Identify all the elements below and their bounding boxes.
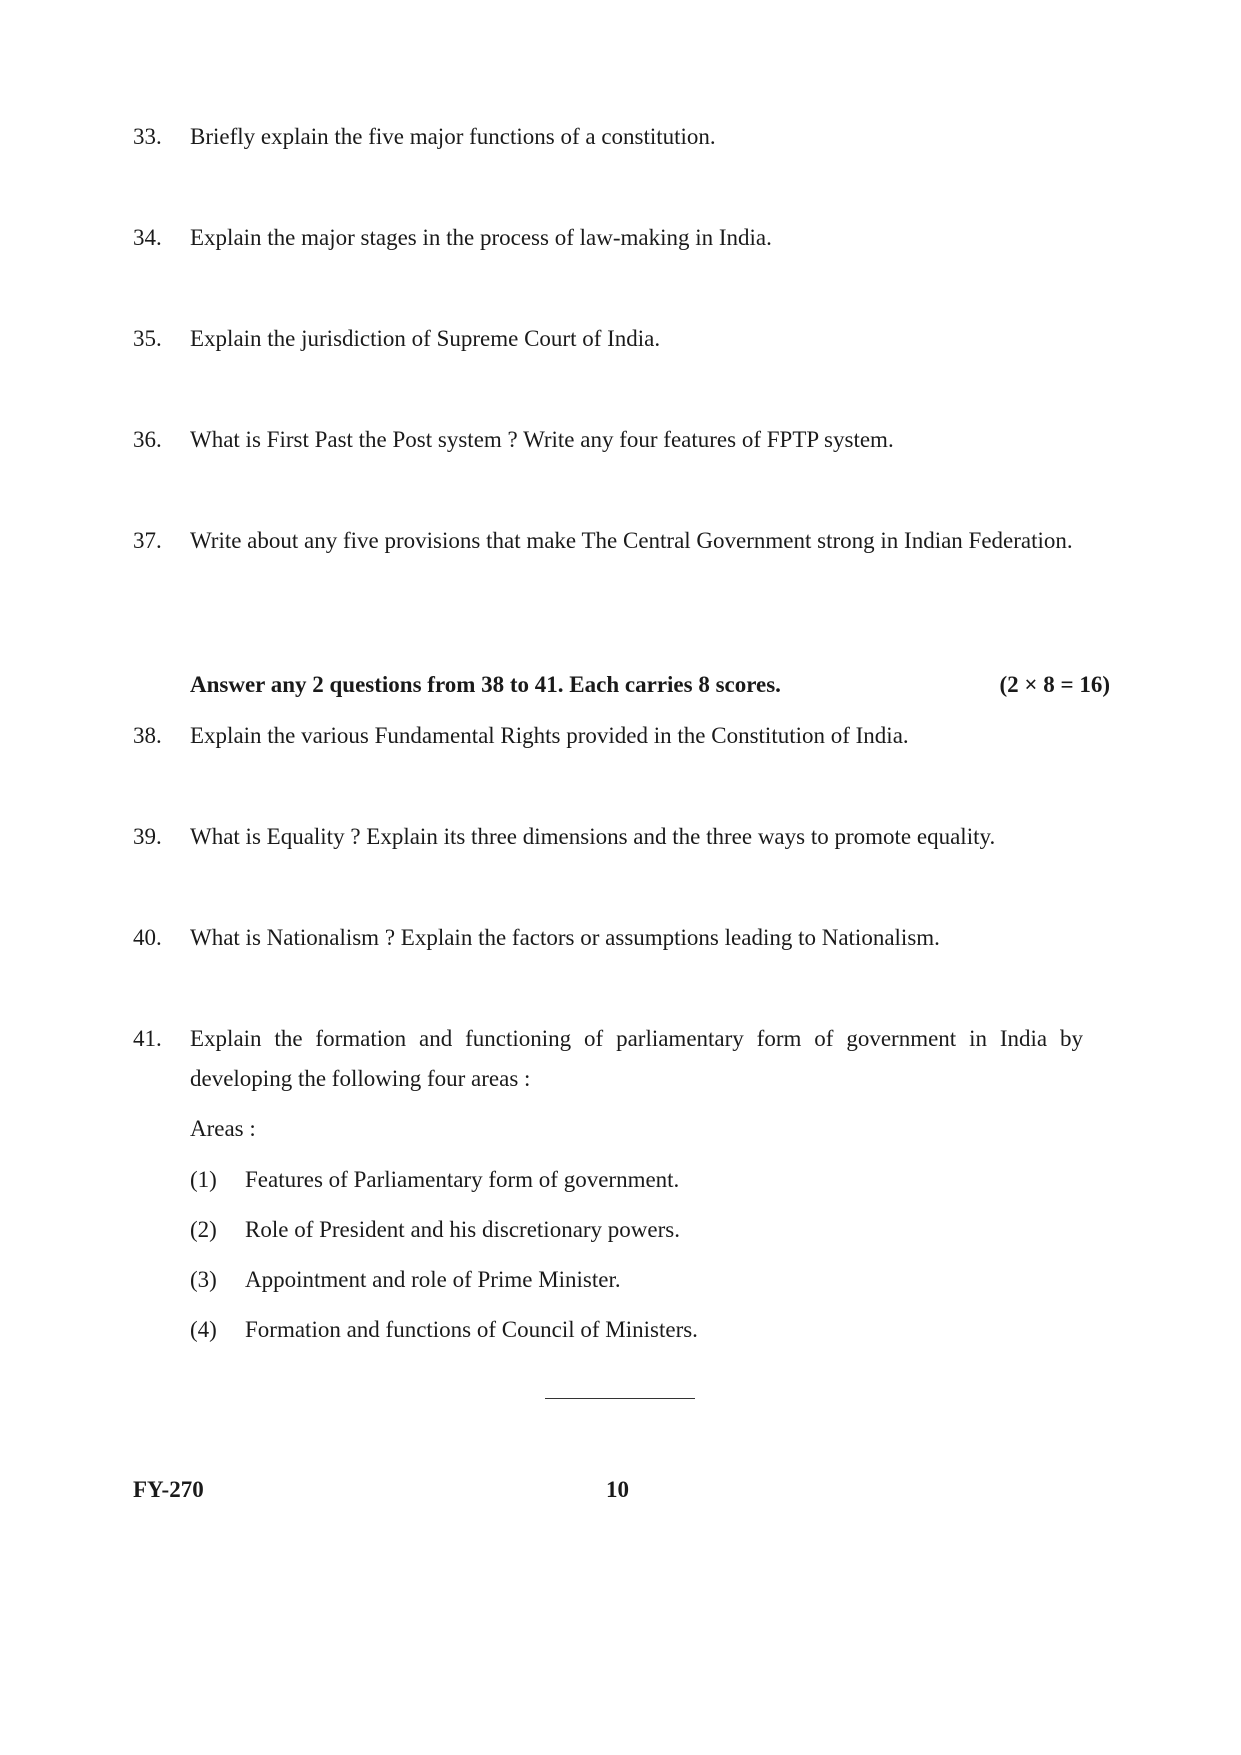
question-number: 34.: [133, 225, 162, 250]
question-number: 40.: [133, 925, 162, 950]
question-number: 36.: [133, 427, 162, 452]
area-number: (4): [190, 1317, 217, 1342]
area-item-4: [190, 1310, 990, 1350]
question-40: [133, 918, 1083, 958]
question-text: Explain the various Fundamental Rights provided in the Constitution of India.: [190, 723, 909, 748]
question-text: Explain the jurisdiction of Supreme Court of India.: [190, 326, 661, 351]
end-divider: [545, 1398, 695, 1399]
section-marks: (2 × 8 = 16): [999, 672, 1110, 697]
page-number: 10: [606, 1477, 629, 1502]
question-text: What is Nationalism ? Explain the factors or assumptions leading to Nationalism.: [190, 925, 940, 950]
area-number: (2): [190, 1217, 217, 1242]
area-number: (3): [190, 1267, 217, 1292]
question-number: 37.: [133, 528, 162, 553]
area-number: (1): [190, 1167, 217, 1192]
question-36: [133, 420, 1083, 460]
question-38: [133, 716, 1083, 756]
question-text: Explain the major stages in the process of law-making in India.: [190, 225, 772, 250]
question-number: 41.: [133, 1026, 162, 1051]
paper-code: FY-270: [133, 1477, 204, 1502]
question-41: [133, 1019, 1083, 1099]
question-37: [133, 521, 1083, 561]
area-text: Formation and functions of Council of Ministers.: [245, 1317, 698, 1342]
question-34: [133, 218, 1083, 258]
question-text: What is Equality ? Explain its three dimensions and the three ways to promote equality.: [190, 824, 996, 849]
area-item-2: [190, 1210, 990, 1250]
question-number: 38.: [133, 723, 162, 748]
question-text: Explain the formation and functioning of parliamentary form of government in India by developing the following four areas :: [190, 1026, 1083, 1091]
area-item-3: [190, 1260, 990, 1300]
question-35: [133, 319, 1083, 359]
question-text: Write about any five provisions that make The Central Government strong in Indian Federation.: [190, 528, 1073, 553]
question-number: 39.: [133, 824, 162, 849]
question-33: [133, 117, 1083, 157]
section-instruction: [190, 665, 1110, 705]
question-number: 35.: [133, 326, 162, 351]
areas-label: Areas :: [190, 1116, 256, 1141]
question-text: Briefly explain the five major functions of a constitution.: [190, 124, 716, 149]
area-text: Appointment and role of Prime Minister.: [245, 1267, 621, 1292]
question-text: What is First Past the Post system ? Write any four features of FPTP system.: [190, 427, 894, 452]
question-number: 33.: [133, 124, 162, 149]
instruction-text: Answer any 2 questions from 38 to 41. Each carries 8 scores.: [190, 672, 781, 697]
area-text: Features of Parliamentary form of government.: [245, 1167, 680, 1192]
area-item-1: [190, 1160, 990, 1200]
question-39: [133, 817, 1083, 857]
area-text: Role of President and his discretionary powers.: [245, 1217, 680, 1242]
